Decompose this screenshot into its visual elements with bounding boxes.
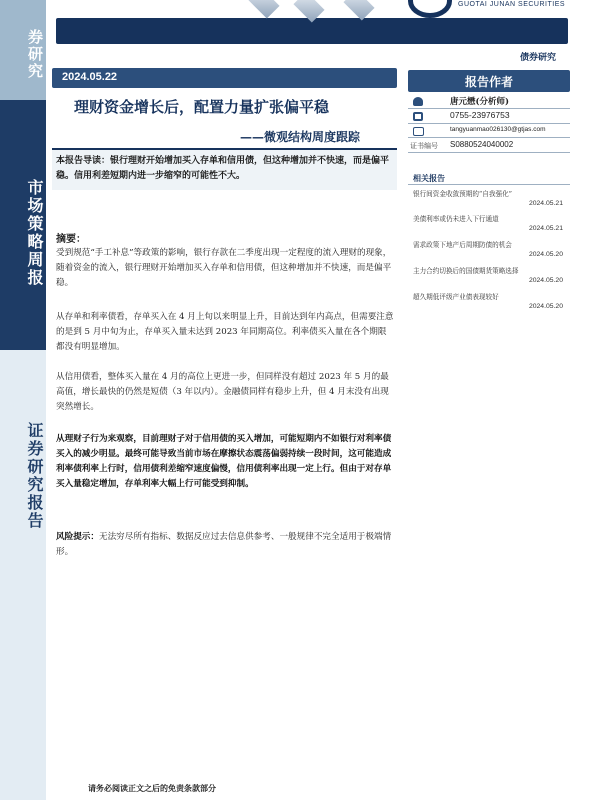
report-subtitle: ——微观结构周度跟踪 bbox=[240, 130, 361, 144]
phone-icon bbox=[413, 112, 423, 121]
sidebar-bottom-block bbox=[0, 350, 46, 800]
author-divider bbox=[408, 123, 570, 124]
risk-text: 无法穷尽所有指标、数据反应过去信息供参考、一般规律不完全适用于极端情形。 bbox=[56, 532, 392, 557]
related-report-date: 2024.05.20 bbox=[528, 277, 563, 284]
related-report-date: 2024.05.21 bbox=[528, 200, 563, 207]
person-icon bbox=[413, 97, 423, 106]
related-divider bbox=[408, 184, 570, 185]
sidebar-report-type: 市场策略周报 bbox=[25, 179, 44, 287]
date-bar bbox=[52, 68, 397, 88]
report-summary: 本报告导读：银行理财开始增加买入存单和信用债，但这种增加并不快速，而是偏平稳。信用利差短期内进一步缩窄的可能性不大。 bbox=[56, 156, 390, 181]
logo-mark-icon bbox=[408, 0, 452, 18]
report-date: 2024.05.22 bbox=[62, 71, 118, 83]
risk-warning bbox=[56, 530, 394, 560]
report-title: 理财资金增长后，配置力量扩张偏平稳 bbox=[74, 98, 330, 116]
company-logo bbox=[400, 0, 600, 14]
author-divider bbox=[408, 152, 570, 153]
mail-icon bbox=[413, 127, 424, 136]
author-phone: 0755-23976753 bbox=[450, 110, 510, 120]
sidebar-mid-block bbox=[0, 100, 46, 350]
diamond-decoration-icon bbox=[293, 0, 324, 23]
related-report-title[interactable]: 美债利率或仍未进入下行通道 bbox=[413, 215, 499, 223]
author-divider bbox=[408, 137, 570, 138]
risk-label: 风险提示： bbox=[56, 532, 99, 542]
author-divider bbox=[408, 108, 570, 109]
diamond-decoration-icon bbox=[343, 0, 374, 21]
related-report-title[interactable]: 需求政策下地产后周期防债的机会 bbox=[413, 241, 512, 249]
footer-disclaimer: 请务必阅读正文之后的免责条款部分 bbox=[88, 783, 216, 793]
related-report-date: 2024.05.20 bbox=[528, 251, 563, 258]
document-type: 债券研究 bbox=[520, 53, 557, 63]
certificate-number: S0880524040002 bbox=[450, 140, 514, 149]
author-header bbox=[408, 70, 570, 92]
certificate-label: 证书编号 bbox=[410, 142, 438, 150]
diamond-decoration-icon bbox=[248, 0, 279, 19]
sidebar-top-text: 券研究 bbox=[26, 28, 44, 80]
related-report-title[interactable]: 银行间资金收敛预期的“自我强化” bbox=[413, 190, 513, 198]
author-name: 唐元懋(分析师) bbox=[450, 97, 510, 107]
header-banner bbox=[56, 18, 568, 44]
related-report-date: 2024.05.20 bbox=[528, 303, 563, 310]
abstract-heading: 摘要： bbox=[56, 234, 86, 245]
abstract-paragraph: 从存单和利率债看，存单买入在 4 月上旬以来明显上升，目前达到年内高点，但需要注意的是到 5 月中旬为止，存单买入量未达到 2023 年同期高位。利率债买入量在各个期限都没有明显增加。 bbox=[56, 312, 394, 352]
logo-text: GUOTAI JUNAN SECURITIES bbox=[458, 1, 566, 8]
related-report-date: 2024.05.21 bbox=[528, 225, 563, 232]
author-heading: 报告作者 bbox=[464, 75, 513, 89]
related-report-title[interactable]: 主力合约切换后的国债期货策略选择 bbox=[413, 267, 519, 275]
sidebar-top-block bbox=[0, 0, 46, 100]
abstract-paragraph: 从信用债看，整体买入量在 4 月的高位上更进一步，但同样没有超过 2023 年 5 月的最高值，增长最快的仍然是短债（3 年以内）。金融债同样有稳步上升，但 4 月末没有出现突然增长。 bbox=[56, 372, 389, 412]
related-reports-heading: 相关报告 bbox=[413, 173, 445, 183]
sidebar-category: 证券研究报告 bbox=[25, 422, 44, 530]
author-email[interactable]: tangyuanmao026130@gtjas.com bbox=[450, 126, 546, 133]
abstract-paragraph-bold: 从理财子行为来观察，目前理财子对于信用债的买入增加，可能短期内不如银行对利率债买入的减少明显。最终可能导致当前市场在摩擦状态震荡偏弱持续一段时间，这可能造成利率债利率上行时，信用债利差缩窄速度偏慢，信用债利率出现一定上行。但由于对存单买入量稳定增加，存单利率大幅上行可能受到抑制。 bbox=[56, 434, 392, 489]
related-report-title[interactable]: 超久期低评级产业债表现较好 bbox=[413, 293, 499, 301]
abstract-paragraph: 受到规范“手工补息”等政策的影响，银行存款在二季度出现一定程度的流入理财的现象，随着资金的流入，银行理财开始增加买入存单和信用债，但这种增加并不快速，而是偏平稳。 bbox=[56, 248, 392, 288]
